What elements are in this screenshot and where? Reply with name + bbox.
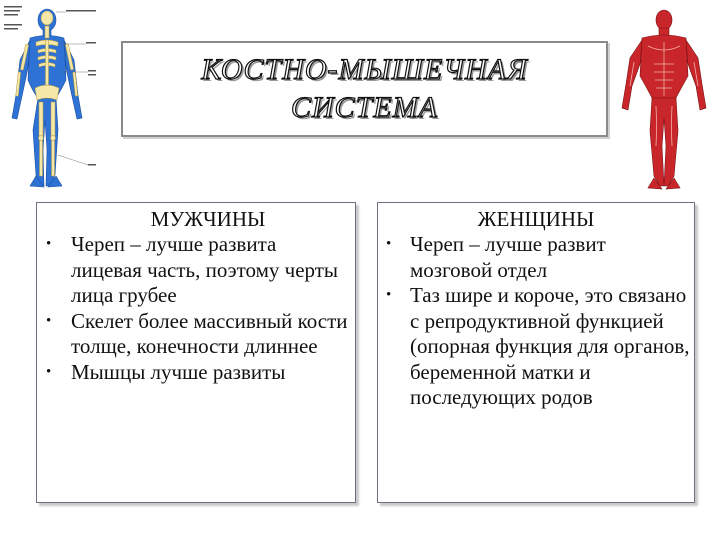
list-item xyxy=(37,309,351,360)
bullet-icon: • xyxy=(386,287,392,303)
title-line-1: КОСТНО-МЫШЕЧНАЯ xyxy=(201,53,528,86)
list-item xyxy=(37,232,351,309)
list-item xyxy=(378,283,690,411)
men-column xyxy=(36,202,356,503)
muscle-illustration xyxy=(614,6,714,196)
bullet-icon: • xyxy=(46,236,52,252)
women-list xyxy=(378,232,694,411)
women-column xyxy=(377,202,695,503)
list-item-text: Мышцы лучше развиты xyxy=(71,359,286,384)
list-item xyxy=(378,232,690,283)
title-line-2: СИСТЕМА xyxy=(290,91,438,124)
skeleton-illustration xyxy=(0,0,104,195)
men-heading: МУЖЧИНЫ xyxy=(150,207,266,231)
bullet-icon: • xyxy=(386,236,392,252)
muscle-icon xyxy=(614,6,714,196)
bullet-icon: • xyxy=(46,312,52,329)
list-item-text: Череп – лучше развита лицевая часть, поэтому черты лица грубее xyxy=(71,232,339,307)
list-item-text: Череп – лучше развит мозговой отдел xyxy=(410,232,606,282)
men-list xyxy=(37,232,355,385)
women-heading: ЖЕНЩИНЫ xyxy=(477,207,595,231)
list-item-text: Таз шире и короче, это связано с репродуктивной функцией (опорная функция для органов, беременной матки и последующих родов xyxy=(410,283,690,409)
skeleton-icon xyxy=(0,0,104,195)
list-item-text: Скелет более массивный кости толще, конечности длиннее xyxy=(71,308,348,358)
list-item xyxy=(37,360,351,386)
bullet-icon: • xyxy=(46,363,52,380)
slide-title xyxy=(121,41,608,137)
